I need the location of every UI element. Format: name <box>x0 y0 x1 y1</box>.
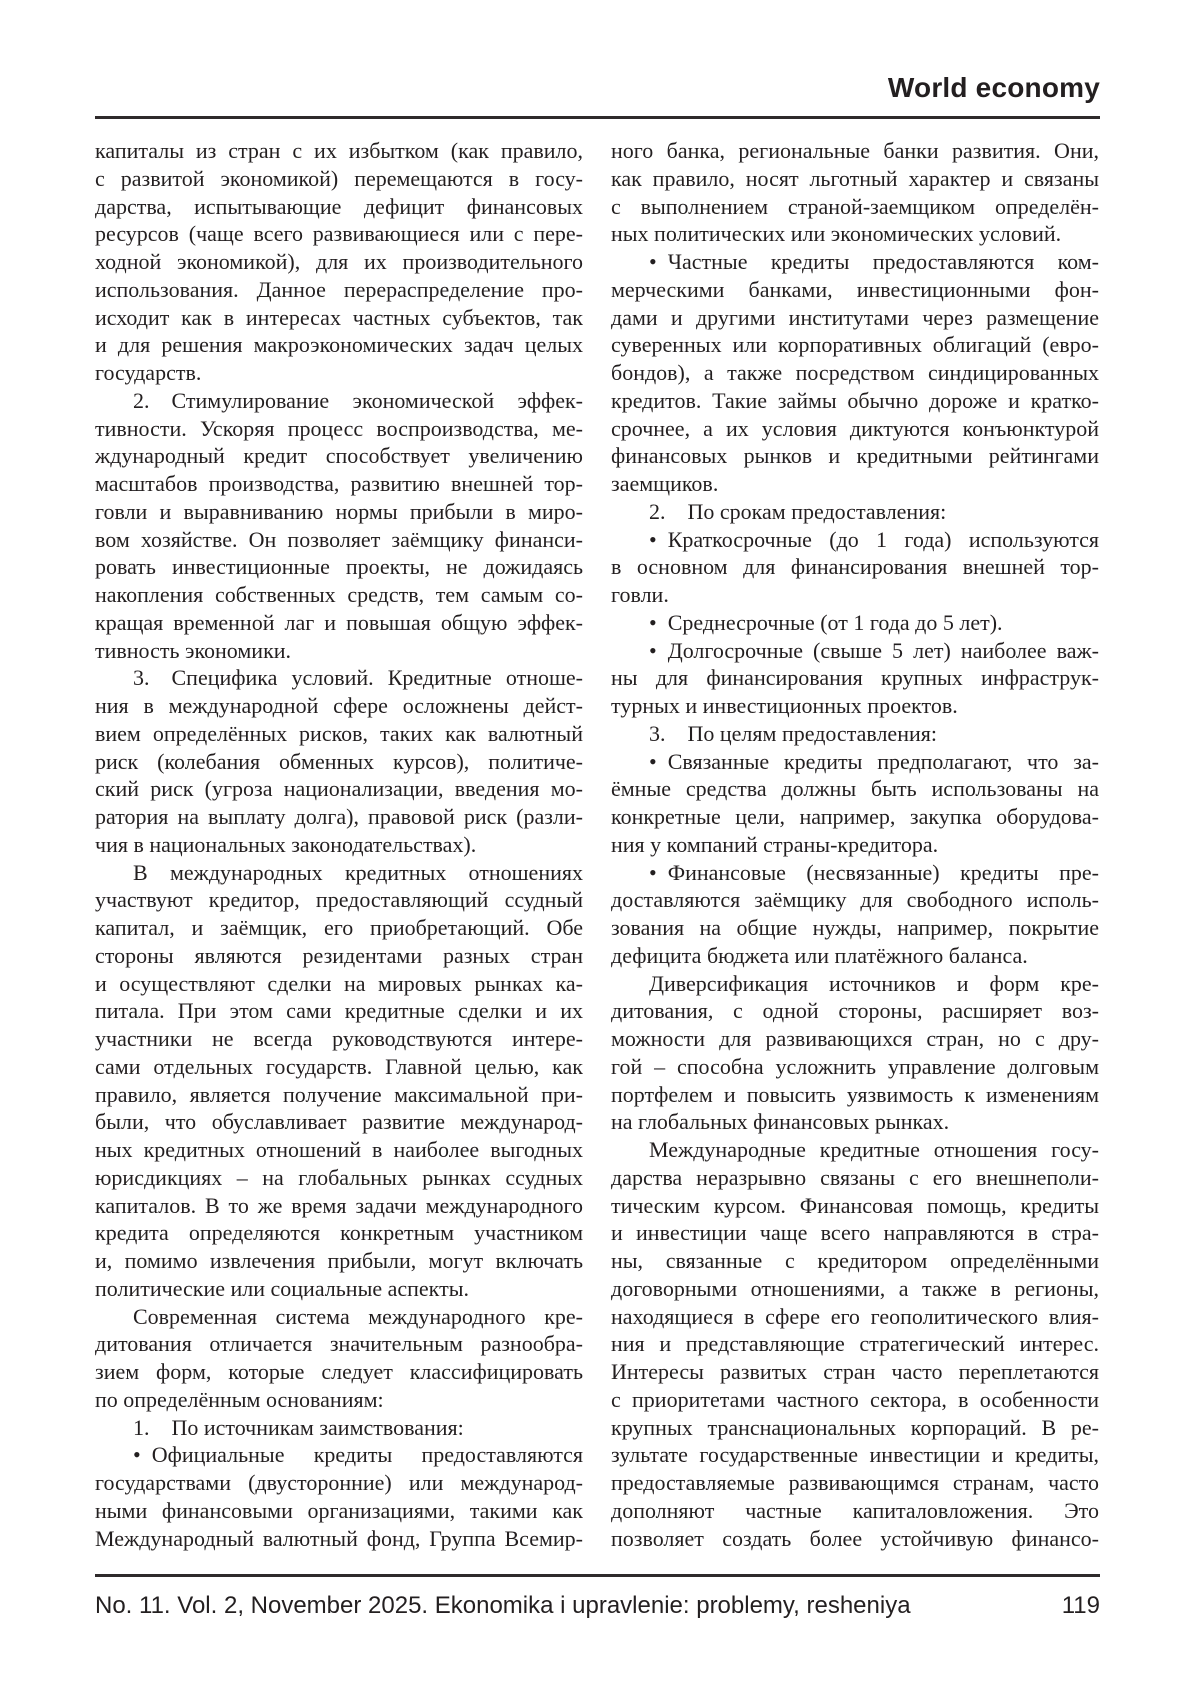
text-line: сами отдельных государств. Главной целью, как <box>95 1053 583 1079</box>
text-line: государствами (двусторонние) или международ- <box>95 1470 583 1495</box>
text-line: дами и другими институтами через размещение <box>611 304 1099 330</box>
text-line: накопления собственных средств, тем самым со- <box>95 582 583 607</box>
text-line: по определённым основаниям: <box>95 1386 384 1412</box>
text-line: • Частные кредиты предоставляются ком- <box>649 249 1099 274</box>
text-line: говли. <box>611 582 669 607</box>
text-line: вом хозяйстве. Он позволяет заёмщику финанси- <box>95 526 583 552</box>
text-line: 3. Специфика условий. Кредитные отноше- <box>133 665 583 691</box>
text-line: с развитой экономикой) перемещаются в госу- <box>95 165 583 191</box>
text-line: политические или социальные аспекты. <box>95 1275 469 1301</box>
text-line: Интересы развитых стран часто переплетаются <box>611 1359 1099 1384</box>
text-line: правило, является получение максимальной при- <box>95 1081 583 1107</box>
text-line: как правило, носят льготный характер и связаны <box>611 165 1099 191</box>
text-line: портфелем и повысить уязвимость к изменениям <box>611 1081 1099 1107</box>
text-line: • Связанные кредиты предполагают, что за- <box>649 748 1099 774</box>
text-line: ны, связанные с кредитором определёнными <box>611 1248 1099 1273</box>
article-column-right <box>611 137 1099 1552</box>
footer-page-number: 119 <box>1061 1592 1100 1619</box>
text-line: дарства неразрывно связаны с его внешнеполи- <box>611 1164 1099 1190</box>
text-line: дополняют частные капиталовложения. Это <box>611 1497 1099 1523</box>
text-line: тивности. Ускоряя процесс воспроизводства, ме- <box>95 415 583 441</box>
text-line: кредитов. Такие займы обычно дороже и кратко- <box>611 387 1099 413</box>
text-line: питала. При этом сами кредитные сделки и их <box>95 998 583 1024</box>
text-line: ровать инвестиционные проекты, не дожидаясь <box>95 554 583 580</box>
text-line: 1. По источникам заимствования: <box>133 1414 464 1440</box>
text-line: ния у компаний страны-кредитора. <box>611 831 939 857</box>
text-line: • Финансовые (несвязанные) кредиты пре- <box>649 859 1099 885</box>
text-line: 2. Стимулирование экономической эффек- <box>133 387 583 413</box>
text-line: чия в национальных законодательствах). <box>95 831 477 857</box>
text-line: капитал, и заёмщик, его приобретающий. Обе <box>95 915 583 940</box>
text-line: дитования отличается значительным разнообра- <box>95 1331 583 1357</box>
text-line: зования на общие нужды, например, покрытие <box>611 915 1099 940</box>
text-line: были, что обуславливает развитие международ- <box>95 1109 583 1135</box>
text-line: можности для развивающихся стран, но с дру- <box>611 1026 1099 1051</box>
text-line: В международных кредитных отношениях <box>133 859 583 885</box>
text-line: Международные кредитные отношения госу- <box>649 1137 1099 1162</box>
text-line: ного банка, региональные банки развития. Они, <box>611 138 1099 163</box>
text-line: участвуют кредитор, предоставляющий ссудный <box>95 887 583 913</box>
text-line: стороны являются резидентами разных стран <box>95 942 583 968</box>
text-line: капиталы из стран с их избытком (как правило, <box>95 138 583 163</box>
text-line: ресурсов (чаще всего развивающиеся или с пере- <box>95 221 583 247</box>
text-line: суверенных или корпоративных облигаций (евро- <box>611 332 1099 358</box>
text-line: • Краткосрочные (до 1 года) используются <box>649 526 1099 552</box>
text-line: исходит как в интересах частных субъектов, так <box>95 304 583 330</box>
text-line: ратория на выплату долга), правовой риск (разли- <box>95 804 583 829</box>
text-line: гой – способна усложнить управление долговым <box>611 1053 1099 1079</box>
text-line: доставляются заёмщику для свободного исполь- <box>611 887 1099 913</box>
text-line: турных и инвестиционных проектов. <box>611 693 958 718</box>
text-line: Современная система международного кре- <box>133 1303 583 1329</box>
text-line: бондов), а также посредством синдицированных <box>611 360 1099 385</box>
text-line: договорными отношениями, а также в регионы, <box>611 1275 1099 1301</box>
text-line: риск (колебания обменных курсов), политиче- <box>95 748 583 774</box>
text-line: дефицита бюджета или платёжного баланса. <box>611 942 1028 968</box>
text-line: и инвестиции чаще всего направляются в стра- <box>611 1220 1099 1246</box>
text-line: ния в международной сфере осложнены дейст- <box>95 693 583 718</box>
text-line: использования. Данное перераспределение про- <box>95 276 583 302</box>
text-line: ёмные средства должны быть использованы на <box>611 776 1099 802</box>
text-line: юрисдикциях – на глобальных рынках ссудных <box>95 1164 583 1190</box>
text-line: участники не всегда руководствуются интере- <box>95 1026 583 1051</box>
text-line: и, помимо извлечения прибыли, могут включать <box>95 1248 583 1273</box>
text-line: и для решения макроэкономических задач целых <box>95 332 583 358</box>
article-column-left <box>95 137 583 1552</box>
text-line: ных кредитных отношений в наиболее выгодных <box>95 1137 583 1162</box>
footer-journal-info: No. 11. Vol. 2, November 2025. Ekonomika i upravlenie: problemy, resheniya <box>95 1592 911 1619</box>
text-line: ных политических или экономических условий. <box>611 221 1062 247</box>
text-line: Диверсификация источников и форм кре- <box>649 970 1099 996</box>
text-line: ния и представляющие стратегический интерес. <box>611 1331 1099 1357</box>
article-body <box>95 137 1100 1552</box>
text-line: находящиеся в сфере его геополитического влия- <box>611 1303 1099 1329</box>
text-line: • Среднесрочные (от 1 года до 5 лет). <box>649 609 1003 635</box>
text-line: кредита определяются конкретным участником <box>95 1220 583 1246</box>
text-line: ны для финансирования крупных инфраструк- <box>611 665 1099 691</box>
text-line: государств. <box>95 360 202 385</box>
text-line: 3. По целям предоставления: <box>649 720 937 746</box>
text-line: капиталов. В то же время задачи международного <box>95 1192 583 1218</box>
text-line: говли и выравниванию нормы прибыли в миро- <box>95 498 583 524</box>
text-line: ными финансовыми организациями, такими как <box>95 1497 583 1523</box>
text-line: и осуществляют сделки на мировых рынках ка- <box>95 970 583 996</box>
text-line: • Официальные кредиты предоставляются <box>133 1442 583 1468</box>
page-footer <box>95 1592 1100 1620</box>
text-line: с выполнением страной-заемщиком определён- <box>611 193 1099 219</box>
text-line: мерческими банками, инвестиционными фон- <box>611 276 1099 302</box>
text-line: масштабов производства, развитию внешней тор- <box>95 471 583 496</box>
text-line: дарства, испытывающие дефицит финансовых <box>95 193 583 219</box>
text-line: конкретные цели, например, закупка оборудова- <box>611 804 1099 829</box>
text-line: крупных транснациональных корпораций. В ре- <box>611 1414 1099 1440</box>
text-line: 2. По срокам предоставления: <box>649 498 947 524</box>
text-line: срочнее, а их условия диктуются конъюнктурой <box>611 415 1099 441</box>
text-line: ждународный кредит способствует увеличению <box>95 443 583 469</box>
section-header: World economy <box>887 72 1100 103</box>
text-line: предоставляемые развивающимся странам, часто <box>611 1470 1099 1495</box>
text-line: тическим курсом. Финансовая помощь, кредиты <box>611 1192 1099 1218</box>
text-line: с приоритетами частного сектора, в особенности <box>611 1386 1099 1412</box>
text-line: зием форм, которые следует классифицировать <box>95 1359 583 1384</box>
text-line: в основном для финансирования внешней тор- <box>611 554 1099 580</box>
text-line: • Долгосрочные (свыше 5 лет) наиболее важ- <box>649 637 1099 663</box>
text-line: вием определённых рисков, таких как валютный <box>95 720 583 746</box>
text-line: дитования, с одной стороны, расширяет воз- <box>611 998 1099 1024</box>
text-line: Международный валютный фонд, Группа Всемир- <box>95 1525 583 1551</box>
text-line: финансовых рынков и кредитными рейтингами <box>611 443 1099 469</box>
text-line: зультате государственные инвестиции и кредиты, <box>611 1442 1099 1468</box>
header-rule <box>95 116 1100 119</box>
text-line: ский риск (угроза национализации, введения мо- <box>95 776 583 802</box>
text-line: заемщиков. <box>611 471 719 496</box>
text-line: ходной экономикой), для их производительного <box>95 249 583 274</box>
text-line: тивность экономики. <box>95 637 292 663</box>
text-line: на глобальных финансовых рынках. <box>611 1109 950 1135</box>
text-line: кращая временной лаг и повышая общую эффек- <box>95 609 583 635</box>
footer-rule <box>95 1574 1100 1577</box>
text-line: позволяет создать более устойчивую финансо- <box>611 1525 1099 1551</box>
